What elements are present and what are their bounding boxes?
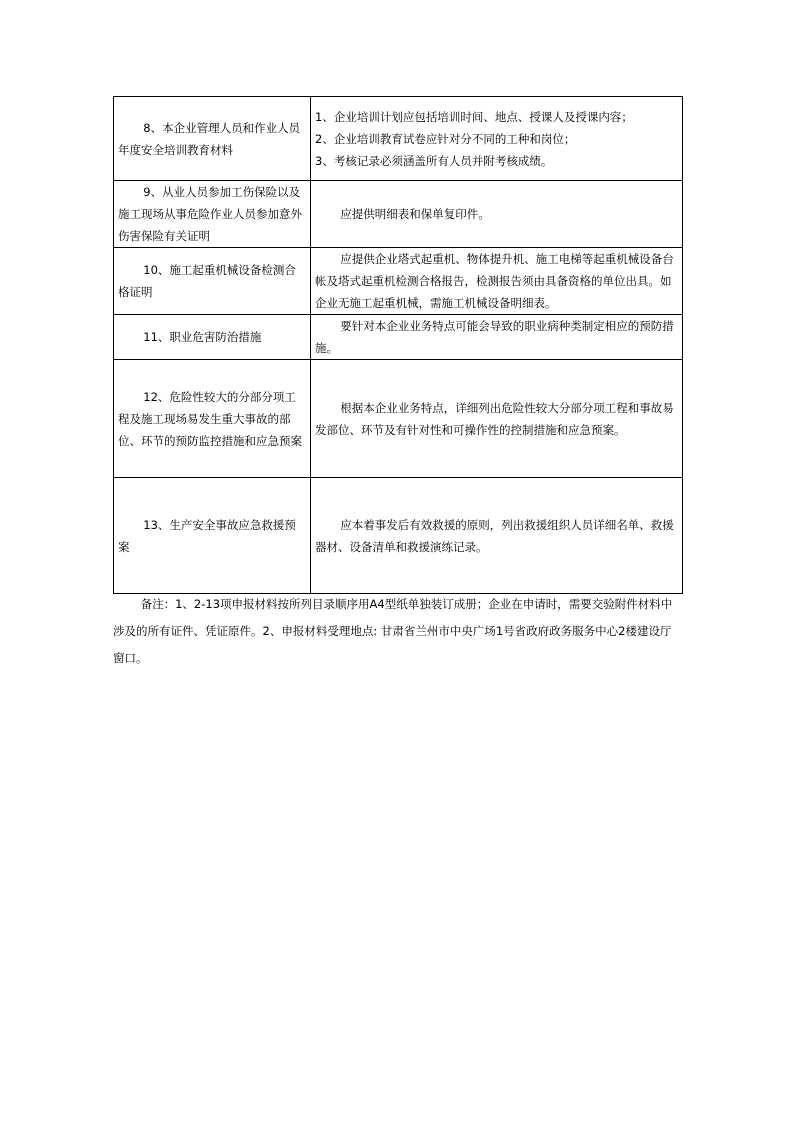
description-cell: 应提供企业塔式起重机、物体提升机、施工电梯等起重机械设备台帐及塔式起重机检测合格报告，检测报告须由具备资格的单位出具。如企业无施工起重机械，需施工机械设备明细表。: [311, 248, 683, 315]
description-cell: [311, 97, 683, 181]
item-cell: 9、从业人员参加工伤保险以及施工现场从事危险作业人员参加意外伤害保险有关证明: [114, 181, 311, 248]
table-row: [114, 360, 683, 478]
description-line: 1、企业培训计划应包括培训时间、地点、授课人及授课内容；: [315, 109, 633, 124]
item-cell: 10、施工起重机械设备检测合格证明: [114, 248, 311, 315]
item-cell: 13、生产安全事故应急救援预案: [114, 478, 311, 594]
table-row: [114, 181, 683, 248]
item-cell: 8、本企业管理人员和作业人员年度安全培训教育材料: [114, 97, 311, 181]
table-row: [114, 478, 683, 594]
description-cell: 应本着事发后有效救援的原则，列出救援组织人员详细名单、救援器材、设备清单和救援演练记录。: [311, 478, 683, 594]
table-row: [114, 97, 683, 181]
description-cell: 应提供明细表和保单复印件。: [311, 181, 683, 248]
footnote: 备注：1、2-13项申报材料按所列目录顺序用A4型纸单独装订成册；企业在申请时，需要交验附件材料中涉及的所有证件、凭证原件。2、申报材料受理地点: 甘肃省兰州市中央广场1号省政府政务服务中心2楼建设厅窗口。: [113, 597, 673, 665]
requirements-table: [113, 96, 683, 594]
description-line: 2、企业培训教育试卷应针对分不同的工种和岗位；: [315, 131, 576, 146]
item-cell: 12、危险性较大的分部分项工程及施工现场易发生重大事故的部位、环节的预防监控措施和应急预案: [114, 360, 311, 478]
description-line: 3、考核记录必须涵盖所有人员并附考核成绩。: [315, 153, 553, 168]
table-row: [114, 248, 683, 315]
description-cell: 根据本企业业务特点，详细列出危险性较大分部分项工程和事故易发部位、环节及有针对性和可操作性的控制措施和应急预案。: [311, 360, 683, 478]
description-cell: 要针对本企业业务特点可能会导致的职业病种类制定相应的预防措施。: [311, 315, 683, 360]
table-row: [114, 315, 683, 360]
item-cell: 11、职业危害防治措施: [114, 315, 311, 360]
